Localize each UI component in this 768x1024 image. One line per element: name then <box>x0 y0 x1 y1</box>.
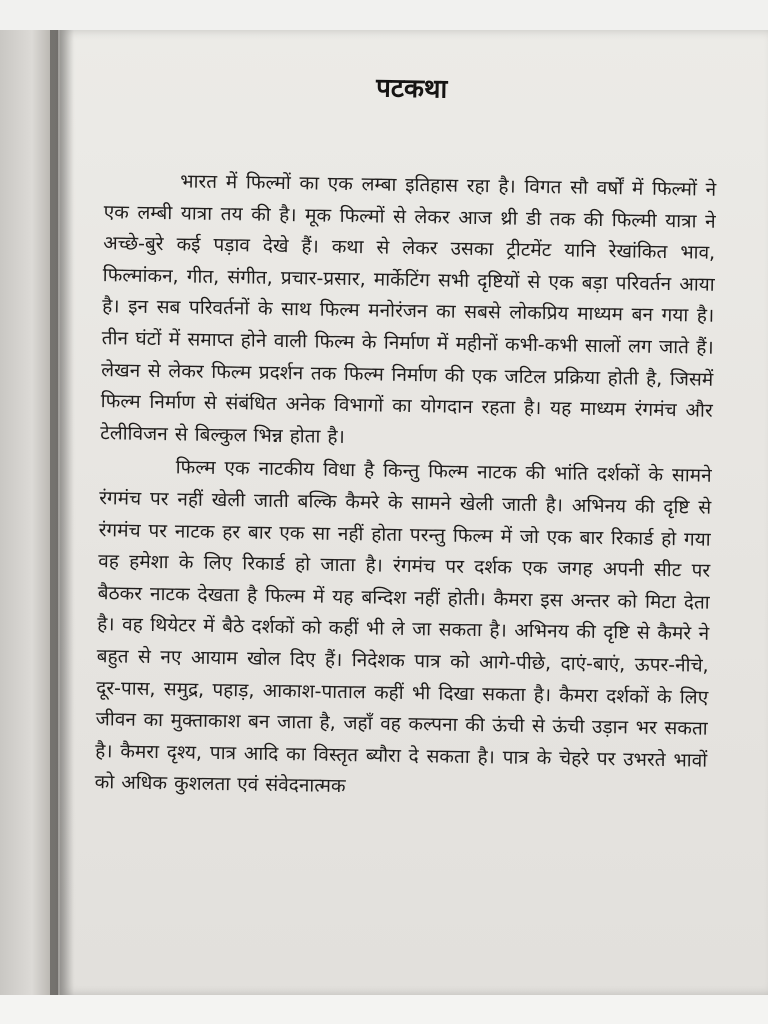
background-bottom <box>0 995 768 1024</box>
paragraph-1: भारत में फिल्मों का एक लम्बा इतिहास रहा है। विगत सौ वर्षों में फिल्मों ने एक लम्बी यात्रा तय की है। मूक फिल्मों से लेकर आज थ्री डी तक की फिल्मी यात्रा ने अच्छे-बुरे कई पड़ाव देखे हैं। कथा से लेकर उसका ट्रीटमेंट यानि रेखांकित भाव, फिल्मांकन, गीत, संगीत, प्रचार-प्रसार, मार्केटिंग सभी दृष्टियों से एक बड़ा परिवर्तन आया है। इन सब परिवर्तनों के साथ फिल्म मनोरंजन का सबसे लोकप्रिय माध्यम बन गया है। तीन घंटों में समाप्त होने वाली फिल्म के निर्माण में महीनों कभी-कभी सालों लग जाते हैं। लेखन से लेकर फिल्म प्रदर्शन तक फिल्म निर्माण की एक जटिल प्रक्रिया होती है, जिसमें फिल्म निर्माण से संबंधित अनेक विभागों का योगदान रहता है। यह माध्यम रंगमंच और टेलीविजन से बिल्कुल भिन्न होता है। <box>100 170 717 448</box>
background-top <box>0 0 768 30</box>
page-gutter-shadow <box>50 30 74 1010</box>
page-title: पटकथा <box>375 73 448 105</box>
page-content <box>95 65 718 808</box>
paragraph-2: फिल्म एक नाटकीय विधा है किन्तु फिल्म नाटक की भांति दर्शकों के सामने रंगमंच पर नहीं खेली जाती बल्कि कैमरे के सामने खेली जाती है। अभिनय की दृष्टि से रंगमंच पर नाटक हर बार एक सा नहीं होता परन्तु फिल्म में जो एक बार रिकार्ड हो गया वह हमेशा के लिए रिकार्ड हो जाता है। रंगमंच पर दर्शक एक जगह अपनी सीट पर बैठकर नाटक देखता है फिल्म में यह बन्दिश नहीं होती। कैमरा इस अन्तर को मिटा देता है। वह थियेटर में बैठे दर्शकों को कहीं भी ले जा सकता है। अभिनय की दृष्टि से कैमरे ने बहुत से नए आयाम खोल दिए हैं। निदेशक पात्र को आगे-पीछे, दाएं-बाएं, ऊपर-नीचे, दूर-पास, समुद्र, पहाड़, आकाश-पाताल कहीं भी दिखा सकता है। कैमरा दर्शकों के लिए जीवन का मुक्ताकाश बन जाता है, जहाँ वह कल्पना की ऊंची से ऊंची उड़ान भर सकता है। कैमरा दृश्य, पात्र आदि का विस्तृत ब्यौरा दे सकता है। पात्र के चेहरे पर उभरते भावों को अधिक कुशलता एवं संवेदनात्मक <box>94 456 712 798</box>
